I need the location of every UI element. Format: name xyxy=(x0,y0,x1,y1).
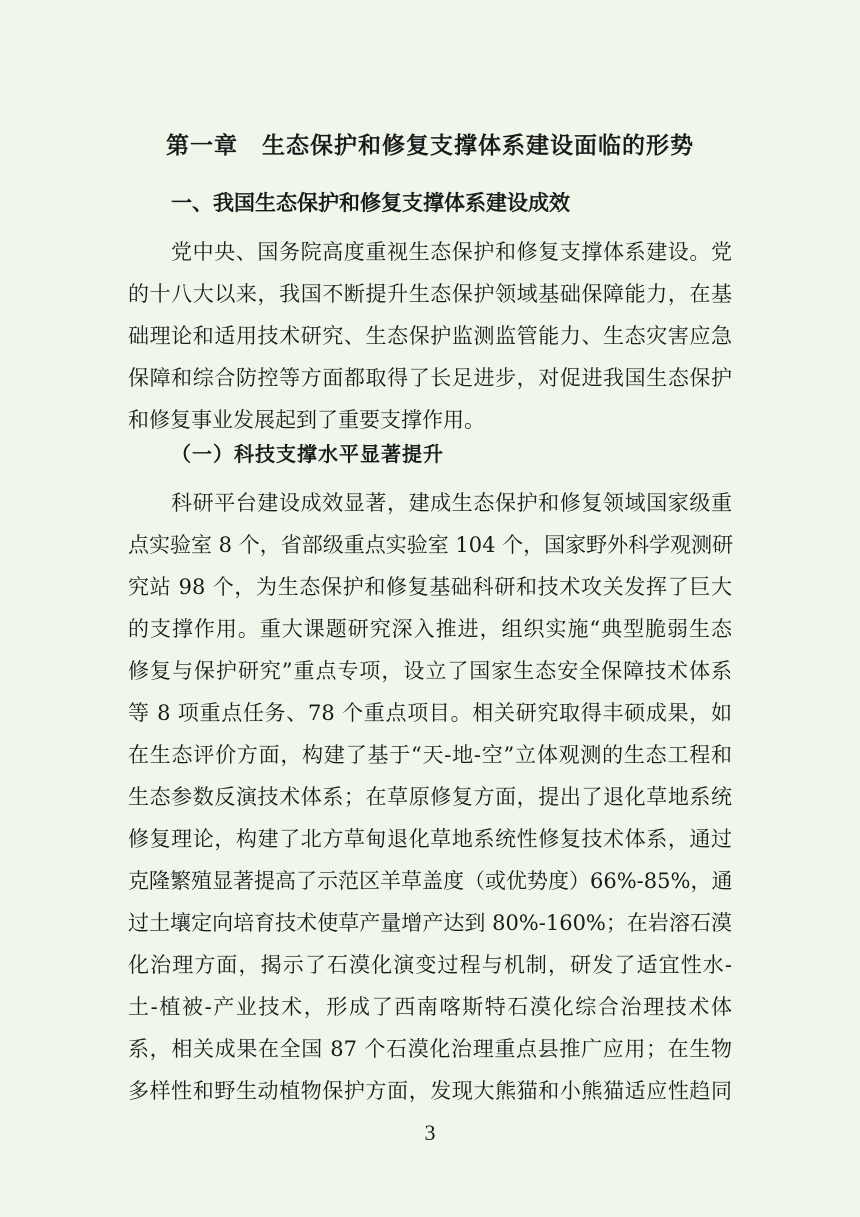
paragraph-line: 修复与保护研究”重点专项，设立了国家生态安全保障技术体系 xyxy=(128,659,732,683)
paragraph-line: 土-植被-产业技术，形成了西南喀斯特石漠化综合治理技术体 xyxy=(128,995,732,1019)
paragraph-line: 等 8 项重点任务、78 个重点项目。相关研究取得丰硕成果，如 xyxy=(128,701,732,725)
section-title: 一、我国生态保护和修复支撑体系建设成效 xyxy=(171,191,570,215)
paragraph-line: 科研平台建设成效显著，建成生态保护和修复领域国家级重 xyxy=(171,491,732,515)
paragraph-line: 生态参数反演技术体系；在草原修复方面，提出了退化草地系统 xyxy=(128,785,732,809)
paragraph-line: 点实验室 8 个，省部级重点实验室 104 个，国家野外科学观测研 xyxy=(128,533,734,557)
paragraph-line: 党中央、国务院高度重视生态保护和修复支撑体系建设。党 xyxy=(171,240,732,264)
paragraph-tech-support xyxy=(128,482,732,1112)
paragraph-line: 的十八大以来，我国不断提升生态保护领域基础保障能力，在基 xyxy=(128,282,732,306)
chapter-title: 第一章 生态保护和修复支撑体系建设面临的形势 xyxy=(166,133,694,159)
paragraph-line: 多样性和野生动植物保护方面，发现大熊猫和小熊猫适应性趋同 xyxy=(128,1079,732,1103)
paragraph-line: 究站 98 个，为生态保护和修复基础科研和技术攻关发挥了巨大 xyxy=(128,575,732,599)
paragraph-line: 和修复事业发展起到了重要支撑作用。 xyxy=(128,408,485,432)
page-number: 3 xyxy=(424,1120,436,1145)
paragraph-line: 克隆繁殖显著提高了示范区羊草盖度（或优势度）66%-85%，通 xyxy=(128,869,733,893)
paragraph-line: 础理论和适用技术研究、生态保护监测监管能力、生态灾害应急 xyxy=(128,324,732,348)
subsection-title: （一）科技支撑水平显著提升 xyxy=(171,442,444,466)
paragraph-line: 保障和综合防控等方面都取得了长足进步，对促进我国生态保护 xyxy=(128,366,732,390)
paragraph-line: 修复理论，构建了北方草甸退化草地系统性修复技术体系，通过 xyxy=(128,827,732,851)
paragraph-line: 过土壤定向培育技术使草产量增产达到 80%-160%；在岩溶石漠 xyxy=(128,911,732,935)
paragraph-line: 在生态评价方面，构建了基于“天-地-空”立体观测的生态工程和 xyxy=(128,743,732,767)
paragraph-line: 的支撑作用。重大课题研究深入推进，组织实施“典型脆弱生态 xyxy=(128,617,732,641)
paragraph-line: 系，相关成果在全国 87 个石漠化治理重点县推广应用；在生物 xyxy=(128,1037,732,1061)
paragraph-intro xyxy=(128,231,732,441)
paragraph-line: 化治理方面，揭示了石漠化演变过程与机制，研发了适宜性水- xyxy=(128,953,732,977)
